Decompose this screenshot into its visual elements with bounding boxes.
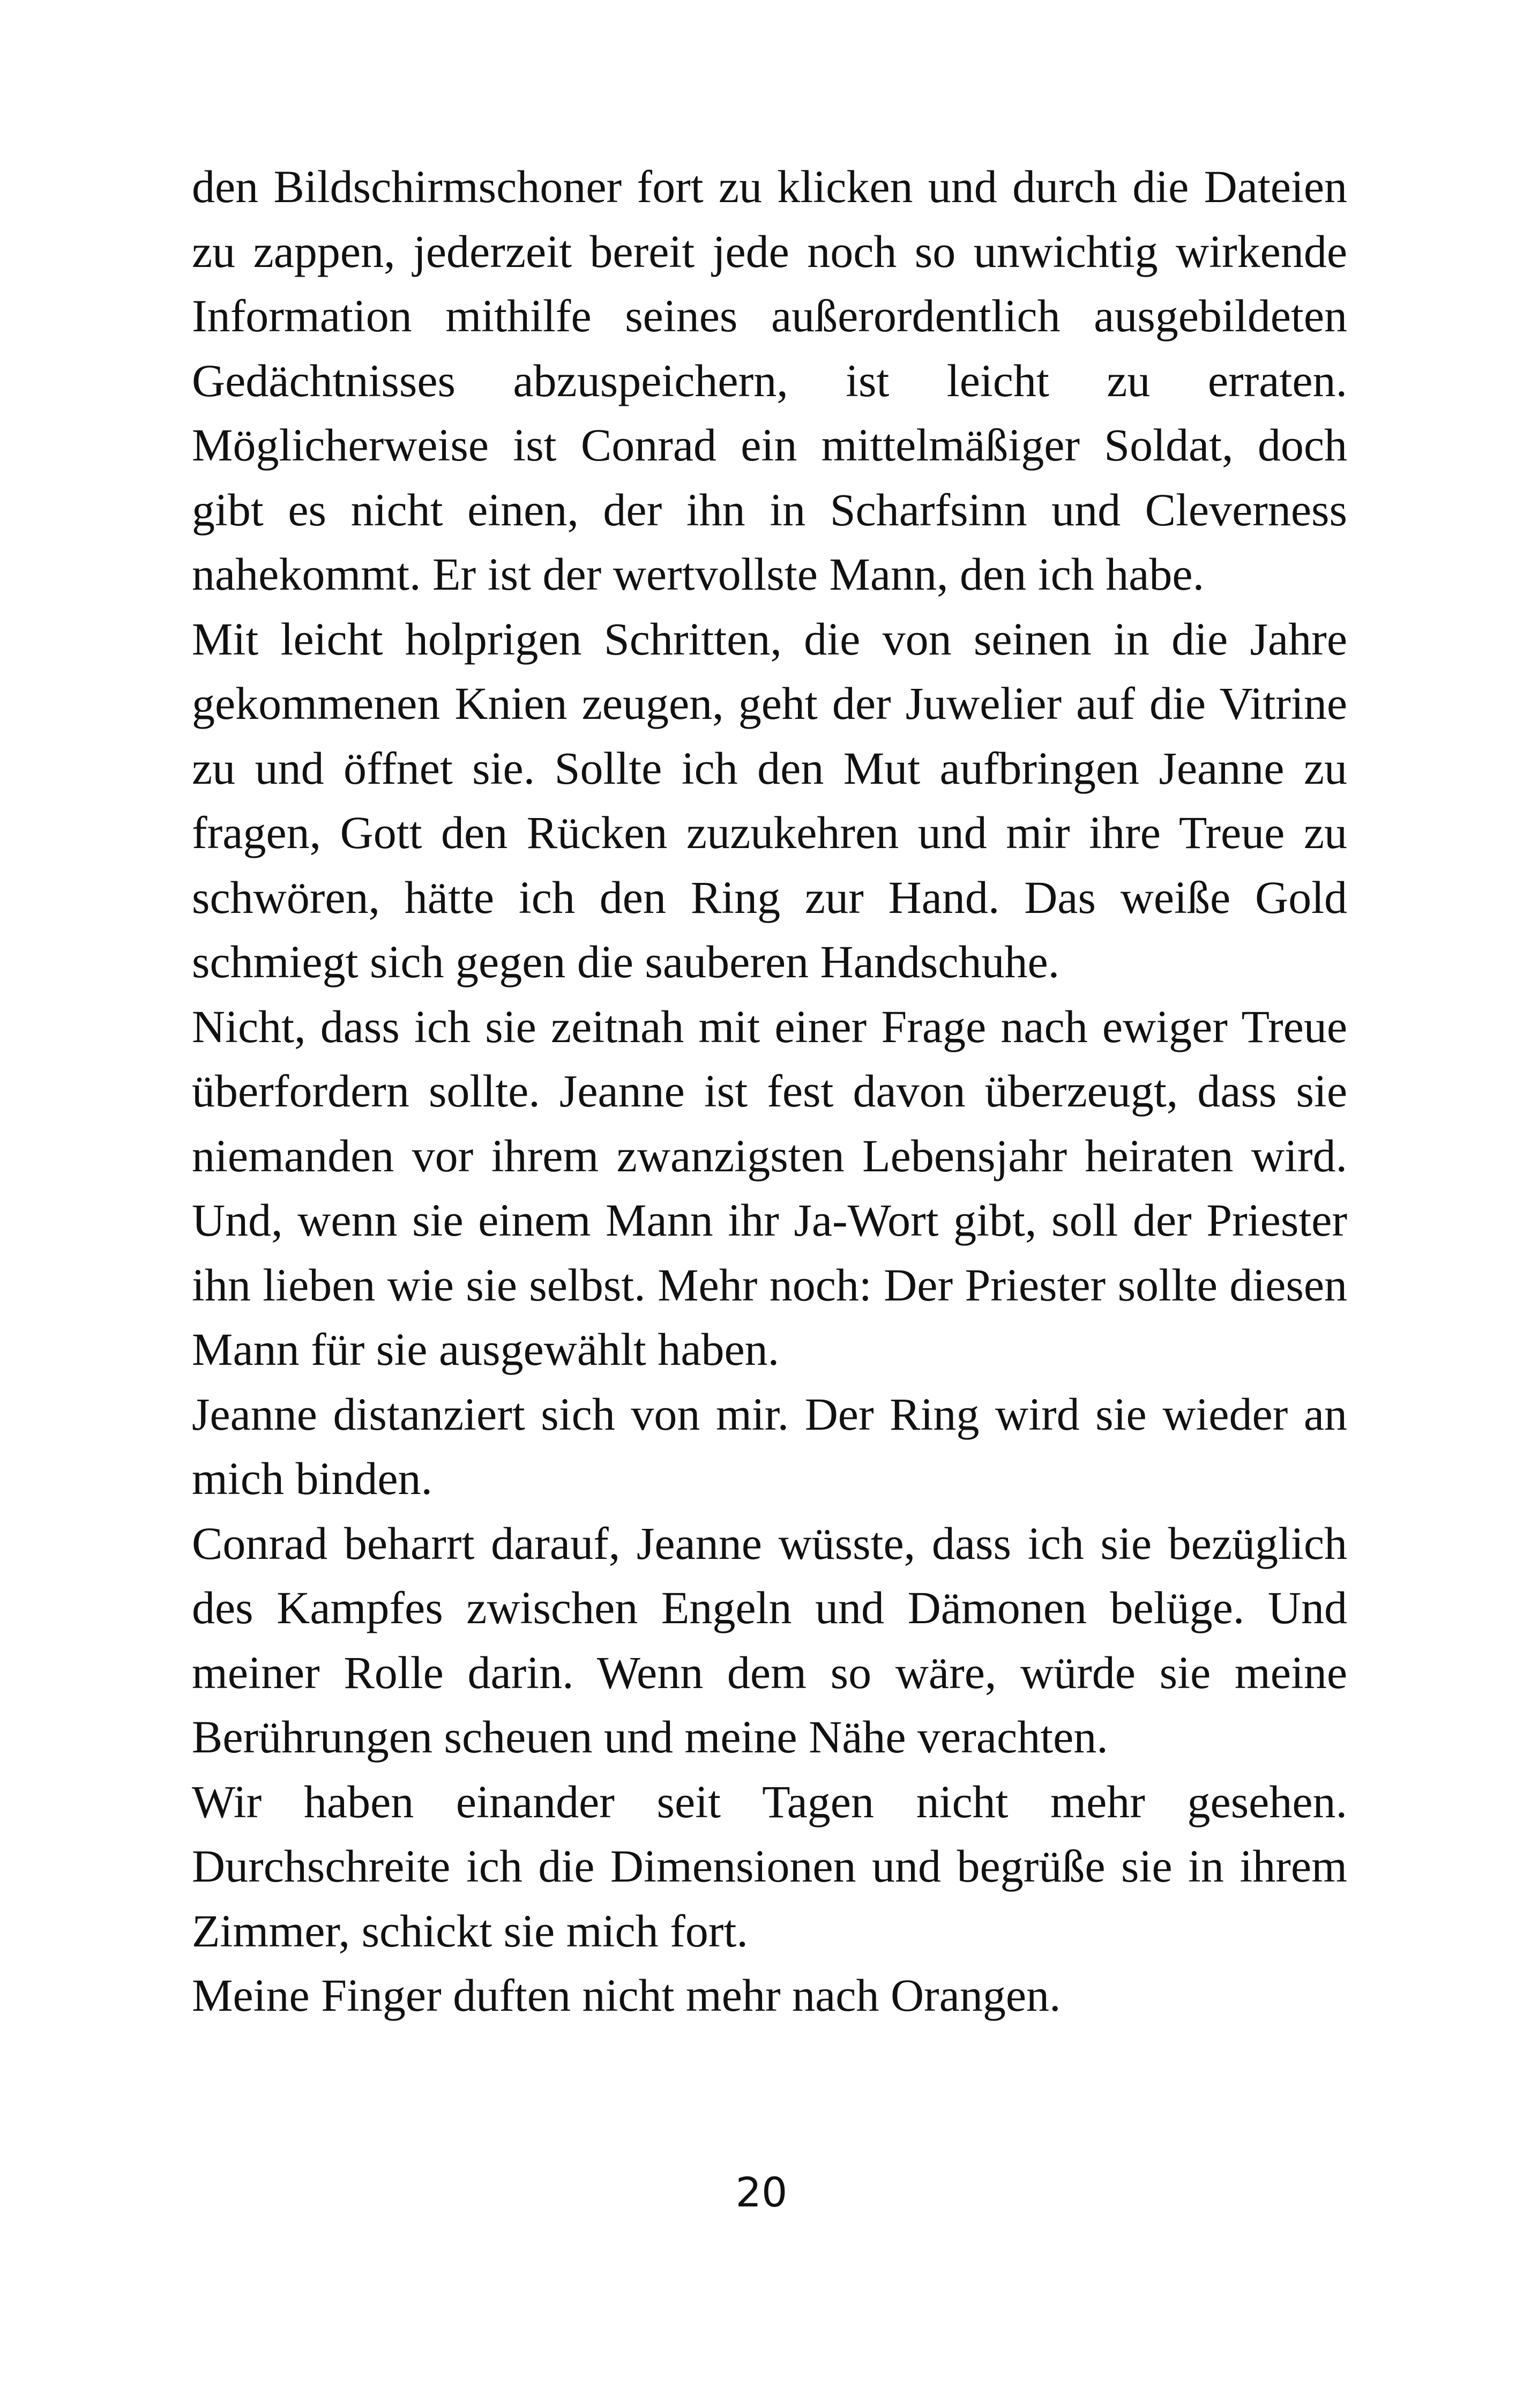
paragraph: Conrad beharrt darauf, Jeanne wüsste, dass ich sie bezüglich des Kampfes zwischen Engeln und Dämonen belüge. Und meiner Rolle darin. Wenn dem so wäre, würde sie meine Berührungen scheuen und meine Nähe verachten.: [192, 1517, 1347, 1763]
paragraph: Jeanne distanziert sich von mir. Der Ring wird sie wieder an mich binden.: [192, 1388, 1347, 1504]
paragraph: Meine Finger duften nicht mehr nach Orangen.: [192, 1969, 1061, 2021]
page-number: 20: [735, 2168, 788, 2216]
paragraph: den Bildschirmschoner fort zu klicken und durch die Dateien zu zappen, jederzeit bereit jede noch so unwichtig wirkende Information mithilfe seines außerordentlich ausgebildeten Gedächtnisses abzuspeichern, ist leicht zu erraten. Möglicherweise ist Conrad ein mittelmäßiger Soldat, doch gibt es nicht einen, der ihn in Scharfsinn und Cleverness nahekommt. Er ist der wertvollste Mann, den ich habe.: [192, 161, 1347, 600]
paragraph: Wir haben einander seit Tagen nicht mehr gesehen. Durchschreite ich die Dimensionen und begrüße sie in ihrem Zimmer, schickt sie mich fort.: [192, 1775, 1347, 1957]
paragraph: Nicht, dass ich sie zeitnah mit einer Frage nach ewiger Treue überfordern sollte. Jeanne ist fest davon überzeugt, dass sie niemanden vor ihrem zwanzigsten Lebensjahr heiraten wird. Und, wenn sie einem Mann ihr Ja-Wort gibt, soll der Priester ihn lieben wie sie selbst. Mehr noch: Der Priester sollte diesen Mann für sie ausgewählt haben.: [192, 1000, 1347, 1375]
paragraph: Mit leicht holprigen Schritten, die von seinen in die Jahre gekommenen Knien zeugen, geht der Juwelier auf die Vitrine zu und öffnet sie. Sollte ich den Mut aufbringen Jeanne zu fragen, Gott den Rücken zuzukehren und mir ihre Treue zu schwören, hätte ich den Ring zur Hand. Das weiße Gold schmiegt sich gegen die sauberen Handschuhe.: [192, 613, 1347, 987]
body-text: [192, 154, 1347, 2028]
